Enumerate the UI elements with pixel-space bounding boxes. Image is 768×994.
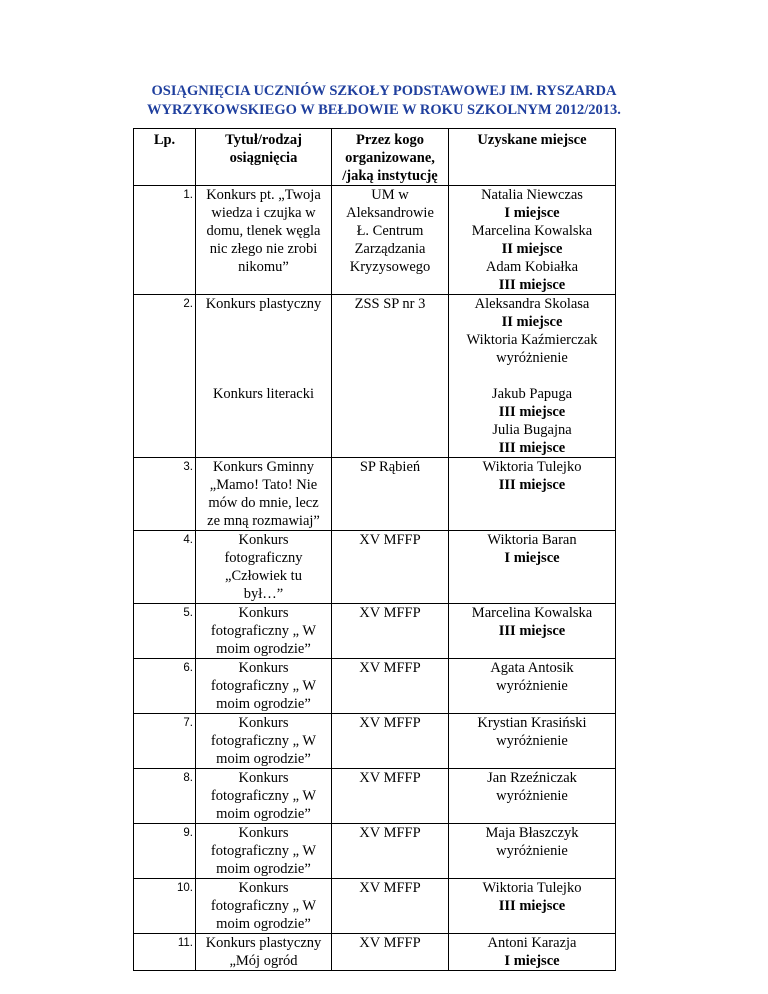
place-result-line: wyróżnienie — [496, 843, 568, 859]
row-number: 9. — [134, 824, 196, 879]
achievement-title — [196, 659, 332, 714]
header-organizer-line: Przez kogo — [355, 132, 425, 148]
place-result-line: Adam Kobiałka — [485, 259, 579, 275]
header-organizer — [332, 129, 449, 186]
achievement-title-line: Konkurs Gminny — [212, 459, 315, 475]
achievement-title-line: domu, tlenek węgla — [206, 223, 321, 239]
table-row — [134, 714, 616, 769]
organizer — [332, 531, 449, 604]
organizer-line: Kryzysowego — [349, 259, 431, 275]
achievement-title-line: wiedza i czujka w — [211, 205, 316, 221]
place-result — [449, 659, 616, 714]
row-number: 10. — [134, 879, 196, 934]
place-result-line: Natalia Niewczas — [481, 187, 583, 203]
place-result — [449, 824, 616, 879]
achievement-title-line: fotograficzny „ W — [210, 788, 317, 804]
organizer-line: XV MFFP — [359, 660, 421, 676]
place-result-line: III miejsce — [498, 440, 566, 456]
place-result-line: Wiktoria Kaźmierczak — [466, 332, 598, 348]
organizer-line: UM w — [371, 187, 409, 203]
table-body — [134, 186, 616, 971]
achievement-title — [196, 186, 332, 295]
place-result-line: Wiktoria Tulejko — [482, 459, 582, 475]
place-result — [449, 769, 616, 824]
row-number: 7. — [134, 714, 196, 769]
achievement-title-line: Konkurs literacki — [212, 386, 315, 402]
table-row — [134, 659, 616, 714]
row-number: 3. — [134, 458, 196, 531]
place-result-line: Julia Bugajna — [492, 422, 572, 438]
place-result — [449, 295, 616, 458]
place-result-line: wyróżnienie — [496, 350, 568, 366]
organizer-line: XV MFFP — [359, 880, 421, 896]
organizer-line: ZSS SP nr 3 — [354, 296, 426, 312]
achievement-title-line: Konkurs — [238, 880, 289, 896]
organizer-line: XV MFFP — [359, 715, 421, 731]
place-result-line: II miejsce — [501, 241, 563, 257]
organizer-line: Zarządzania — [354, 241, 426, 257]
place-result-line — [449, 367, 615, 385]
row-number: 2. — [134, 295, 196, 458]
table-row — [134, 824, 616, 879]
achievement-title-line: moim ogrodzie” — [216, 916, 311, 932]
achievement-title-line — [196, 313, 331, 331]
place-result-line: Agata Antosik — [490, 660, 574, 676]
organizer-line: XV MFFP — [359, 825, 421, 841]
place-result-line: Antoni Karazja — [487, 935, 577, 951]
place-result — [449, 934, 616, 971]
table-row — [134, 295, 616, 458]
organizer-line: SP Rąbień — [359, 459, 421, 475]
achievement-title — [196, 769, 332, 824]
achievement-title-line: moim ogrodzie” — [216, 861, 311, 877]
organizer-line: XV MFFP — [359, 605, 421, 621]
achievements-table — [133, 128, 616, 971]
achievement-title-line: moim ogrodzie” — [216, 806, 311, 822]
achievement-title — [196, 879, 332, 934]
achievement-title-line: ze mną rozmawiaj” — [207, 513, 320, 529]
organizer — [332, 879, 449, 934]
organizer — [332, 714, 449, 769]
achievement-title-line: „Człowiek tu — [225, 568, 302, 584]
organizer — [332, 186, 449, 295]
organizer — [332, 659, 449, 714]
row-number: 4. — [134, 531, 196, 604]
place-result — [449, 879, 616, 934]
achievement-title — [196, 604, 332, 659]
achievement-title-line: „Mamo! Tato! Nie — [209, 477, 318, 493]
place-result-line: Marcelina Kowalska — [471, 605, 593, 621]
row-number: 6. — [134, 659, 196, 714]
place-result-line: Jakub Papuga — [491, 386, 573, 402]
header-title-line: osiągnięcia — [229, 150, 298, 166]
achievement-title-line: Konkurs — [238, 660, 289, 676]
place-result — [449, 186, 616, 295]
organizer-line: Ł. Centrum — [356, 223, 424, 239]
table-row — [134, 186, 616, 295]
achievement-title-line: Konkurs plastyczny — [205, 296, 322, 312]
place-result-line: III miejsce — [498, 898, 566, 914]
place-result-line: III miejsce — [498, 623, 566, 639]
header-lp: Lp. — [134, 129, 196, 186]
achievement-title-line: fotograficzny „ W — [210, 843, 317, 859]
achievement-title — [196, 934, 332, 971]
achievement-title-line: był…” — [243, 586, 284, 602]
table-row — [134, 458, 616, 531]
achievement-title-line: Konkurs — [238, 605, 289, 621]
document-title — [96, 82, 672, 120]
achievement-title-line: Konkurs pt. „Twoja — [206, 187, 321, 203]
place-result-line: wyróżnienie — [496, 788, 568, 804]
achievement-title-line: moim ogrodzie” — [216, 641, 311, 657]
achievement-title-line: moim ogrodzie” — [216, 696, 311, 712]
achievement-title-line — [196, 349, 331, 367]
table-row — [134, 604, 616, 659]
place-result-line: III miejsce — [498, 404, 566, 420]
place-result — [449, 458, 616, 531]
organizer — [332, 934, 449, 971]
place-result-line: I miejsce — [504, 953, 560, 969]
title-line-1: OSIĄGNIĘCIA UCZNIÓW SZKOŁY PODSTAWOWEJ IM. RYSZARDA — [151, 83, 617, 99]
table-row — [134, 769, 616, 824]
place-result — [449, 531, 616, 604]
place-result-line: Wiktoria Tulejko — [482, 880, 582, 896]
organizer — [332, 824, 449, 879]
place-result-line: Krystian Krasiński — [477, 715, 587, 731]
organizer-line: XV MFFP — [359, 532, 421, 548]
place-result-line: wyróżnienie — [496, 678, 568, 694]
table-row — [134, 531, 616, 604]
achievement-title-line: fotograficzny „ W — [210, 733, 317, 749]
achievement-title-line — [196, 367, 331, 385]
achievement-title-line: moim ogrodzie” — [216, 751, 311, 767]
organizer-line: XV MFFP — [359, 935, 421, 951]
table-row — [134, 934, 616, 971]
achievement-title-line: fotograficzny „ W — [210, 623, 317, 639]
achievement-title — [196, 824, 332, 879]
header-organizer-line: /jaką instytucję — [342, 168, 438, 184]
place-result — [449, 604, 616, 659]
place-result-line: I miejsce — [504, 550, 560, 566]
place-result-line: Jan Rzeźniczak — [487, 770, 577, 786]
achievement-title-line: Konkurs — [238, 825, 289, 841]
achievement-title-line: Konkurs — [238, 715, 289, 731]
achievement-title-line: Konkurs — [238, 532, 289, 548]
achievement-title — [196, 531, 332, 604]
achievement-title-line: „Mój ogród — [229, 953, 298, 969]
header-title — [196, 129, 332, 186]
achievement-title-line: fotograficzny „ W — [210, 898, 317, 914]
organizer — [332, 295, 449, 458]
header-place: Uzyskane miejsce — [449, 129, 616, 186]
row-number: 1. — [134, 186, 196, 295]
place-result-line: Aleksandra Skolasa — [474, 296, 590, 312]
place-result-line: III miejsce — [498, 477, 566, 493]
achievement-title-line: fotograficzny „ W — [210, 678, 317, 694]
organizer-line: Aleksandrowie — [346, 205, 434, 221]
header-row — [134, 129, 616, 186]
organizer — [332, 769, 449, 824]
achievement-title-line: fotograficzny — [224, 550, 303, 566]
place-result-line: wyróżnienie — [496, 733, 568, 749]
table-row — [134, 879, 616, 934]
title-line-2: WYRZYKOWSKIEGO W BEŁDOWIE W ROKU SZKOLNYM 2012/2013. — [147, 102, 621, 118]
achievement-title-line: Konkurs — [238, 770, 289, 786]
achievement-title — [196, 295, 332, 458]
row-number: 5. — [134, 604, 196, 659]
place-result-line: Marcelina Kowalska — [471, 223, 593, 239]
row-number: 8. — [134, 769, 196, 824]
achievement-title-line: mów do mnie, lecz — [208, 495, 319, 511]
achievement-title — [196, 714, 332, 769]
place-result-line: II miejsce — [501, 314, 563, 330]
place-result — [449, 714, 616, 769]
achievement-title-line: Konkurs plastyczny — [205, 935, 322, 951]
achievement-title-line: nikomu” — [238, 259, 289, 275]
header-organizer-line: organizowane, — [345, 150, 435, 166]
organizer — [332, 458, 449, 531]
organizer-line: XV MFFP — [359, 770, 421, 786]
achievement-title — [196, 458, 332, 531]
place-result-line: III miejsce — [498, 277, 566, 293]
header-title-line: Tytuł/rodzaj — [225, 132, 302, 148]
place-result-line: Wiktoria Baran — [487, 532, 577, 548]
achievement-title-line: nic złego nie zrobi — [209, 241, 318, 257]
place-result-line: I miejsce — [504, 205, 560, 221]
achievement-title-line — [196, 331, 331, 349]
place-result-line: Maja Błaszczyk — [485, 825, 579, 841]
organizer — [332, 604, 449, 659]
row-number: 11. — [134, 934, 196, 971]
